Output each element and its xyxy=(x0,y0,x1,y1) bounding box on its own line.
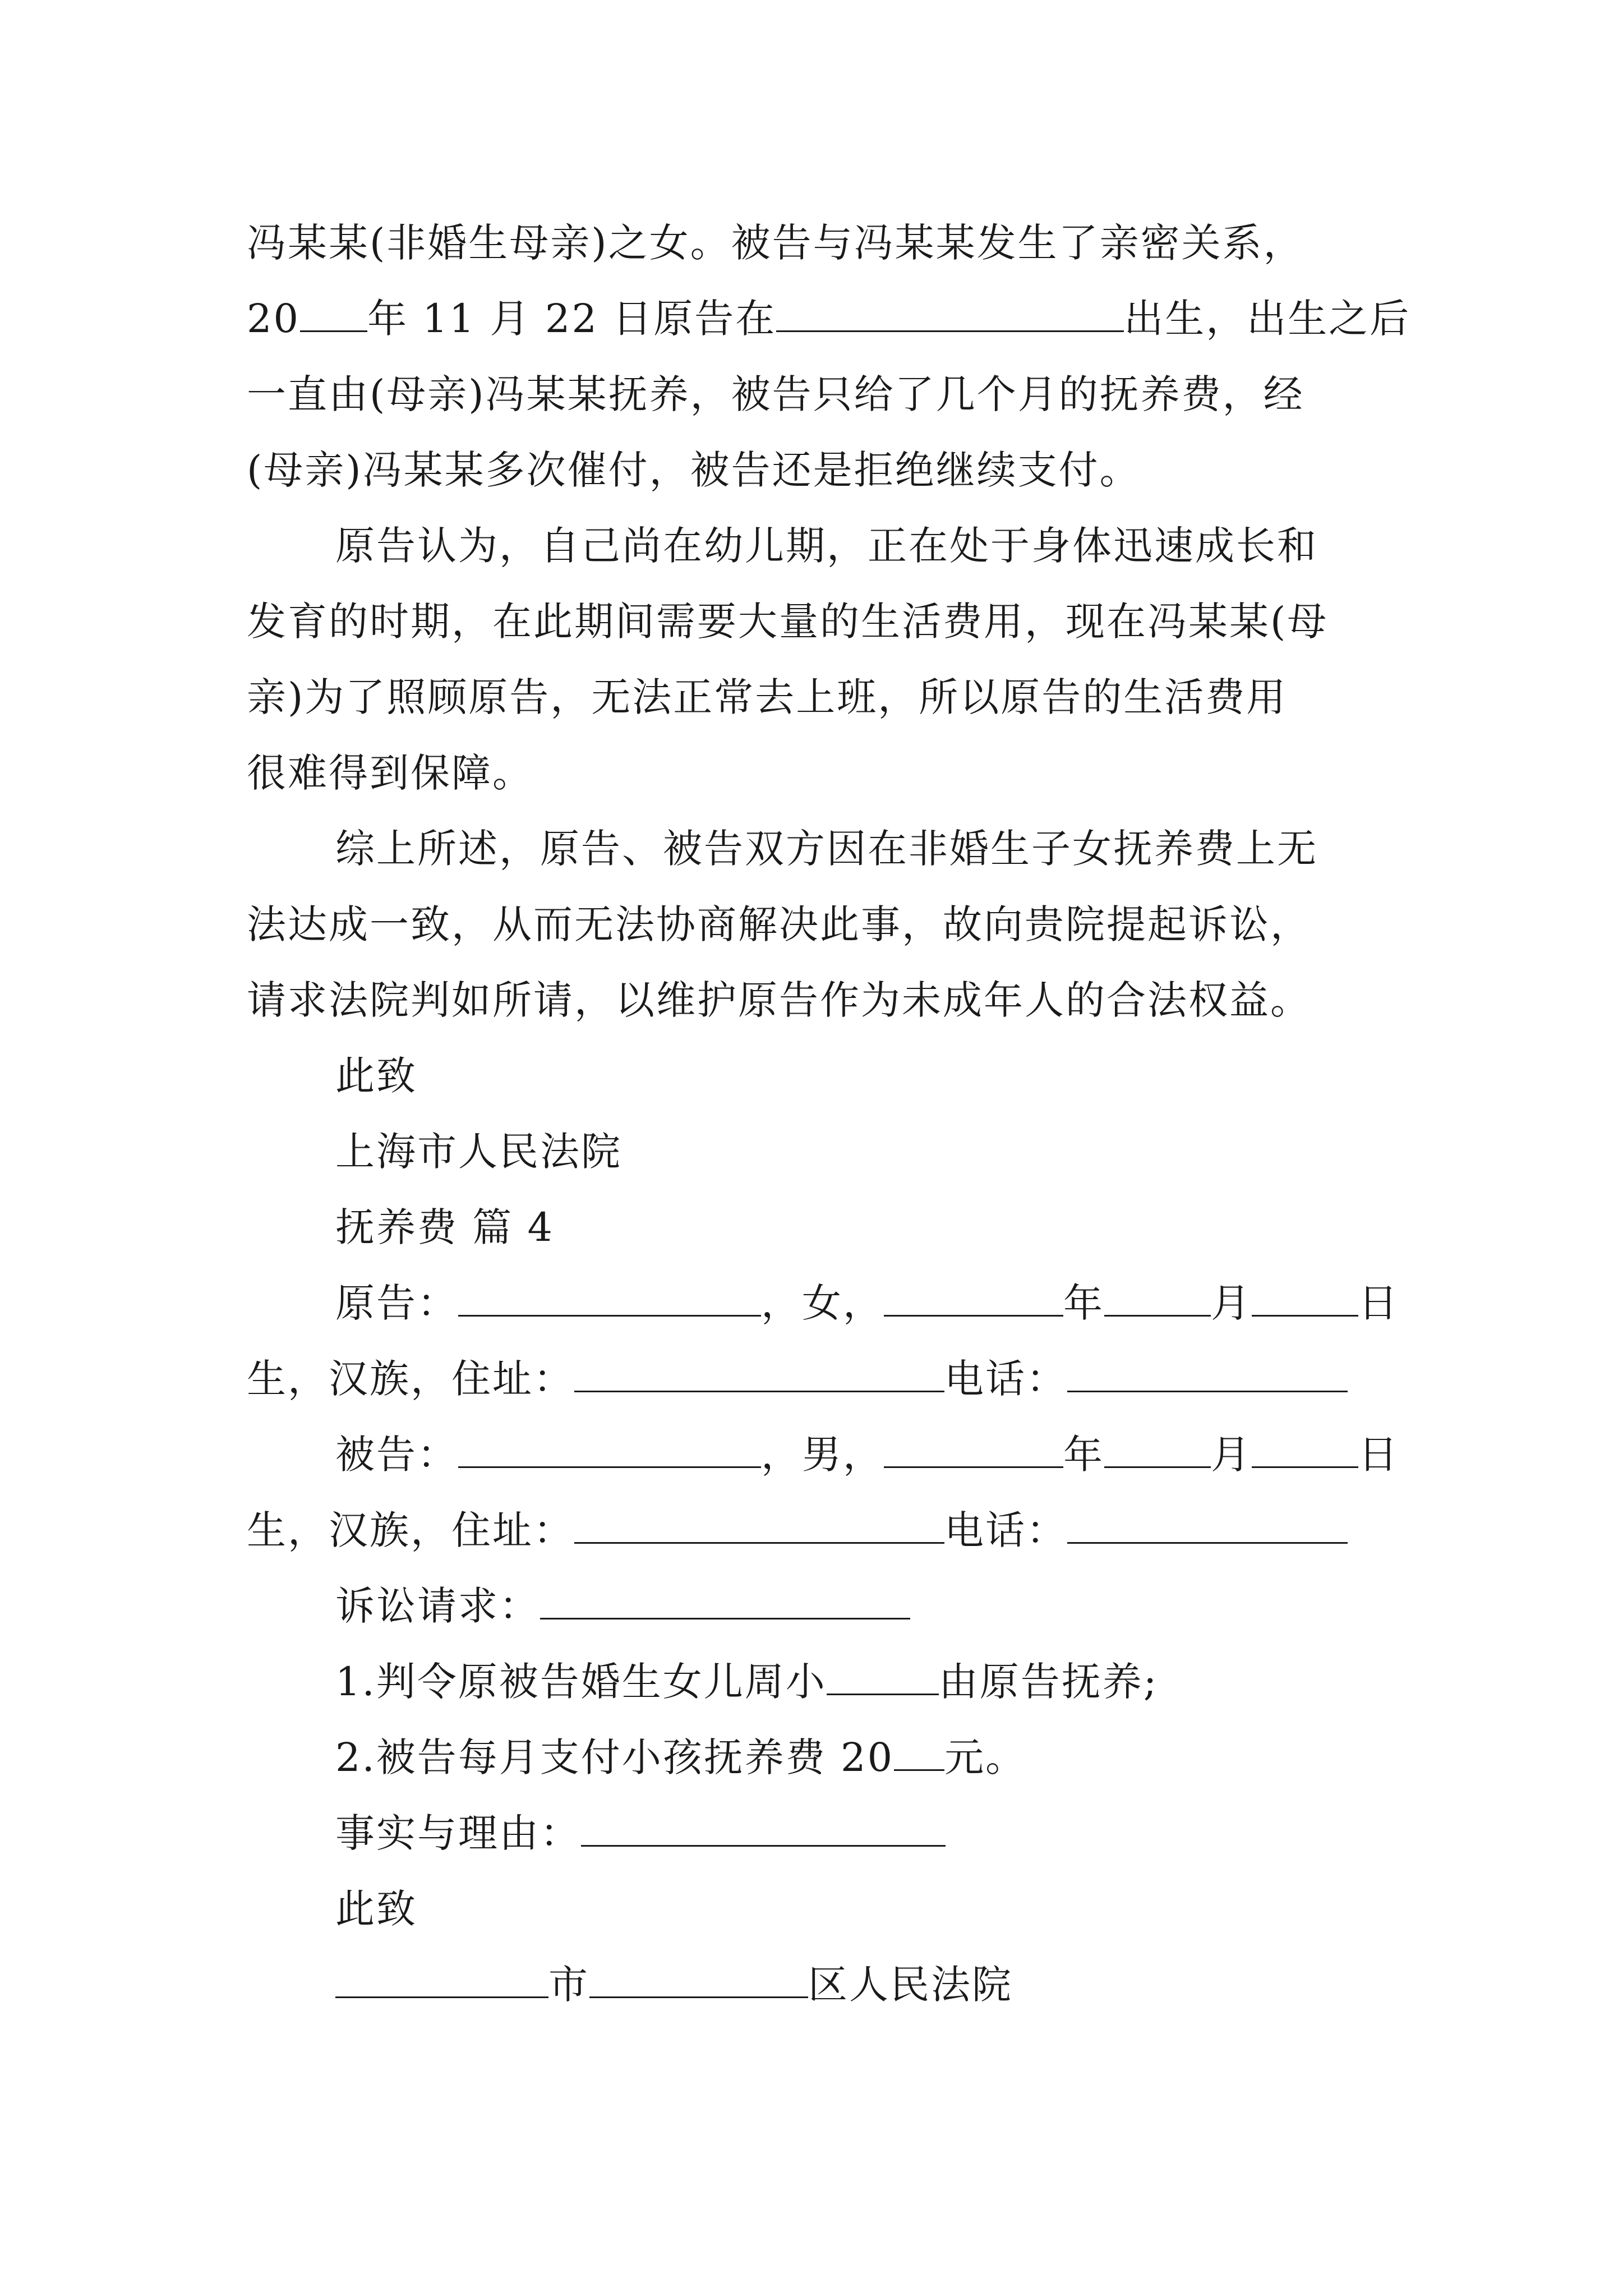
text-span: 市 xyxy=(548,1962,589,2008)
text-span: 生，汉族，住址： xyxy=(247,1356,574,1402)
text-span: 2.被告每月支付小孩抚养费 20 xyxy=(335,1734,895,1780)
text-span: 生，汉族，住址： xyxy=(247,1507,574,1553)
defendant-address-line xyxy=(247,1505,1348,1556)
blank-field xyxy=(884,1432,1063,1468)
blank-field xyxy=(1067,1356,1348,1392)
blank-field xyxy=(1067,1507,1348,1544)
claim-item xyxy=(335,1732,1026,1783)
court-name: 上海市人民法院 xyxy=(335,1129,622,1175)
blank-field xyxy=(335,1962,548,1998)
blank-field xyxy=(574,1507,944,1544)
paragraph-line: 综上所述，原告、被告双方因在非婚生子女抚养费上无 xyxy=(335,826,1318,872)
text-span: 区人民法院 xyxy=(808,1962,1013,2008)
text-span: 年 xyxy=(1063,1432,1104,1478)
paragraph-line: (母亲)冯某某多次催付，被告还是拒绝继续支付。 xyxy=(247,447,1141,493)
blank-field xyxy=(300,296,367,332)
blank-field xyxy=(776,296,1124,332)
claims-label-line xyxy=(335,1581,910,1631)
text-span: 20 xyxy=(247,296,301,342)
blank-field xyxy=(574,1356,944,1392)
blank-field xyxy=(1104,1432,1211,1468)
text-span: 事实与理由： xyxy=(335,1810,581,1856)
text-span: 被告： xyxy=(335,1432,458,1478)
blank-field xyxy=(581,1810,946,1847)
paragraph-line: 很难得到保障。 xyxy=(247,750,533,796)
plaintiff-line xyxy=(335,1278,1399,1328)
paragraph-line: 法达成一致，从而无法协商解决此事，故向贵院提起诉讼， xyxy=(247,901,1311,947)
blank-field xyxy=(589,1962,808,1998)
text-span: 由原告抚养; xyxy=(938,1659,1159,1705)
blank-field xyxy=(540,1583,910,1619)
text-span: 日 xyxy=(1358,1280,1399,1326)
claim-item xyxy=(335,1657,1158,1707)
text-span: 电话： xyxy=(944,1507,1067,1553)
paragraph-line xyxy=(247,293,1410,344)
paragraph-line: 冯某某(非婚生母亲)之女。被告与冯某某发生了亲密关系， xyxy=(247,220,1304,266)
paragraph-line: 请求法院判如所请，以维护原告作为未成年人的合法权益。 xyxy=(247,977,1311,1023)
section-title: 抚养费 篇 4 xyxy=(335,1204,555,1250)
paragraph-line: 发育的时期，在此期间需要大量的生活费用，现在冯某某(母 xyxy=(247,599,1329,645)
paragraph-line: 一直由(母亲)冯某某抚养，被告只给了几个月的抚养费，经 xyxy=(247,371,1304,417)
text-span: ，男， xyxy=(761,1432,884,1478)
blank-field xyxy=(458,1280,761,1317)
text-span: ，女， xyxy=(761,1280,884,1326)
blank-field xyxy=(1252,1432,1358,1468)
blank-field xyxy=(1104,1280,1211,1317)
text-span: 月 xyxy=(1211,1432,1252,1478)
court-name xyxy=(335,1959,1013,2010)
plaintiff-address-line xyxy=(247,1354,1348,1404)
paragraph-line: 亲)为了照顾原告，无法正常去上班，所以原告的生活费用 xyxy=(247,674,1288,720)
closing-text: 此致 xyxy=(335,1886,417,1932)
text-span: 日 xyxy=(1358,1432,1399,1478)
text-span: 电话： xyxy=(944,1356,1067,1402)
blank-field xyxy=(458,1432,761,1468)
blank-field xyxy=(1252,1280,1358,1317)
text-span: 原告： xyxy=(335,1280,458,1326)
text-span: 出生，出生之后 xyxy=(1124,296,1411,342)
blank-field xyxy=(884,1280,1063,1317)
blank-field xyxy=(827,1659,939,1695)
text-span: 1.判令原被告婚生女儿周小 xyxy=(335,1659,827,1705)
text-span: 月 xyxy=(1211,1280,1252,1326)
text-span: 年 xyxy=(1063,1280,1104,1326)
text-span: 诉讼请求： xyxy=(335,1583,540,1629)
paragraph-line: 原告认为，自己尚在幼儿期，正在处于身体迅速成长和 xyxy=(335,523,1318,569)
closing-text: 此致 xyxy=(335,1053,417,1099)
text-span: 年 11 月 22 日原告在 xyxy=(367,296,777,342)
defendant-line xyxy=(335,1429,1399,1480)
facts-label-line xyxy=(335,1808,946,1858)
blank-field xyxy=(894,1734,944,1771)
text-span: 元。 xyxy=(944,1734,1027,1780)
